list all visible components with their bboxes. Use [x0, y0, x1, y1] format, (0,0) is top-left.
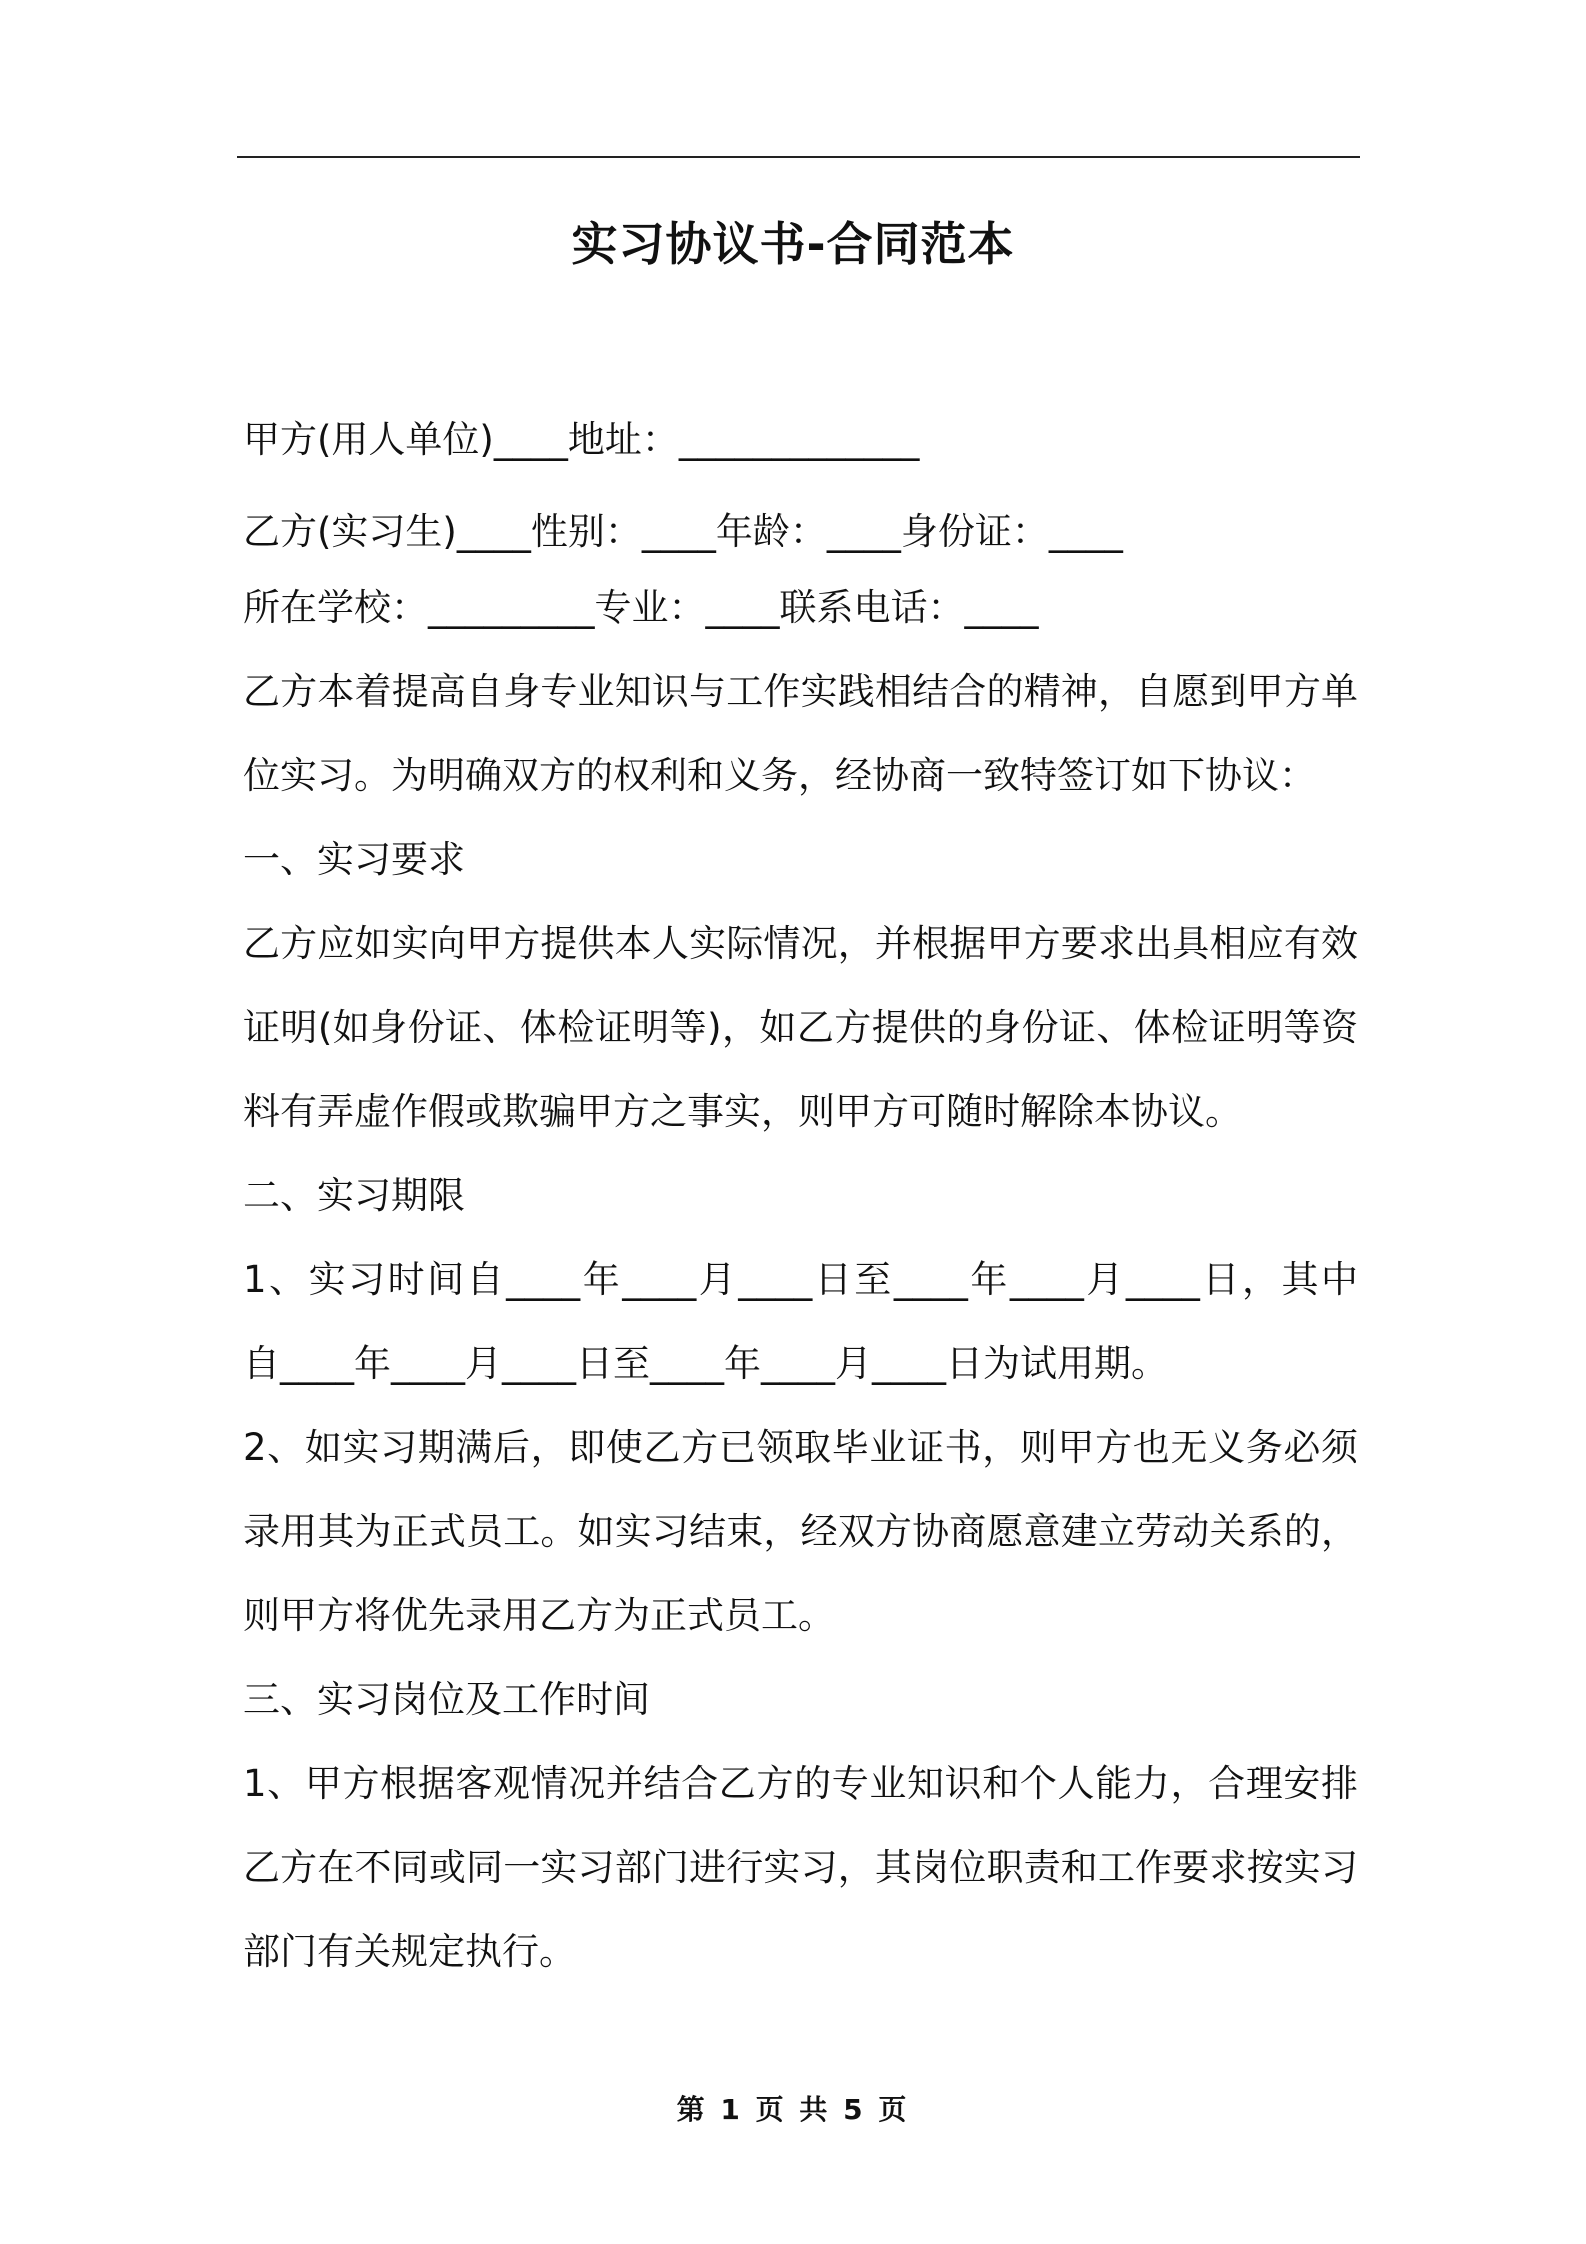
- body-line: 证明(如身份证、体检证明等)，如乙方提供的身份证、体检证明等资: [243, 1006, 1358, 1049]
- body-line: 1、实习时间自____年____月____日至____年____月____日，其中: [243, 1258, 1358, 1301]
- body-line: 料有弄虚作假或欺骗甲方之事实，则甲方可随时解除本协议。: [243, 1090, 1242, 1133]
- body-line: 乙方本着提高自身专业知识与工作实践相结合的精神，自愿到甲方单: [243, 670, 1358, 713]
- body-line: 一、实习要求: [243, 838, 465, 881]
- body-line: 二、实习期限: [243, 1174, 465, 1217]
- header-rule: [237, 156, 1360, 158]
- body-line: 1、甲方根据客观情况并结合乙方的专业知识和个人能力，合理安排: [243, 1762, 1358, 1805]
- body-line: 乙方(实习生)____性别：____年龄：____身份证：____: [243, 510, 1123, 553]
- document-body: [243, 398, 1358, 1994]
- document-title: 实习协议书-合同范本: [571, 217, 1015, 271]
- body-line: 则甲方将优先录用乙方为正式员工。: [243, 1594, 835, 1637]
- body-line: 三、实习岗位及工作时间: [243, 1678, 650, 1721]
- body-line: 位实习。为明确双方的权利和义务，经协商一致特签订如下协议：: [243, 754, 1316, 797]
- body-line: 乙方在不同或同一实习部门进行实习，其岗位职责和工作要求按实习: [243, 1846, 1358, 1889]
- body-line: 录用其为正式员工。如实习结束，经双方协商愿意建立劳动关系的，: [243, 1510, 1358, 1553]
- body-line: 乙方应如实向甲方提供本人实际情况，并根据甲方要求出具相应有效: [243, 922, 1358, 965]
- body-line: 所在学校：_________专业：____联系电话：____: [243, 586, 1039, 629]
- page-footer: 第 1 页 共 5 页: [676, 2093, 910, 2126]
- body-line: 2、如实习期满后，即使乙方已领取毕业证书，则甲方也无义务必须: [243, 1426, 1358, 1469]
- body-line: 自____年____月____日至____年____月____日为试用期。: [243, 1342, 1168, 1385]
- body-line: 甲方(用人单位)____地址：_____________: [243, 418, 920, 461]
- body-line: 部门有关规定执行。: [243, 1930, 576, 1973]
